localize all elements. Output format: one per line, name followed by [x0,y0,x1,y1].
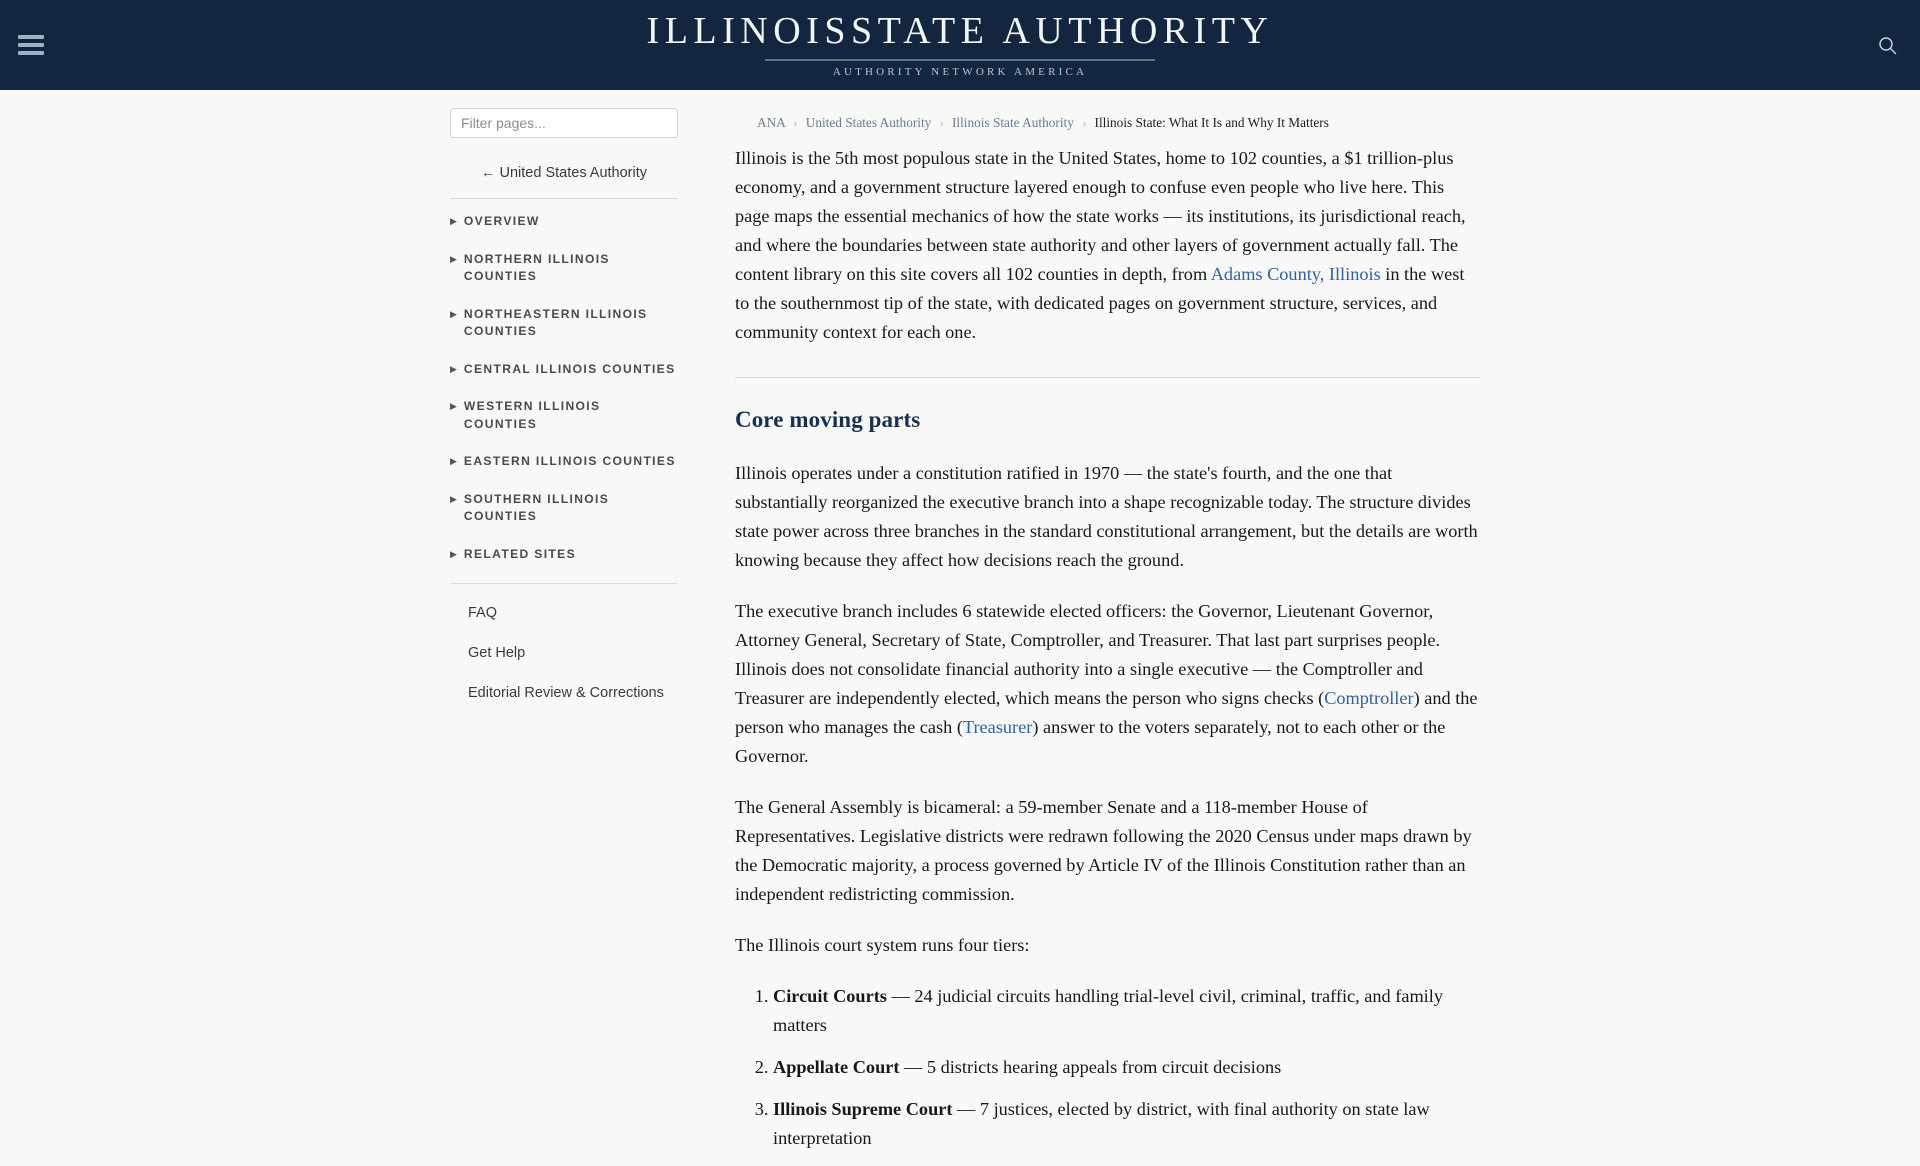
breadcrumb-item-ana[interactable]: ANA [757,115,786,130]
filter-pages-input[interactable] [450,108,678,138]
chevron-right-icon: ▶ [450,456,457,466]
breadcrumb-item-united-states-authority[interactable]: United States Authority [805,115,932,130]
site-brand[interactable] [647,12,1274,78]
hamburger-icon[interactable] [14,32,48,58]
sidebar-section-central-illinois-counties[interactable] [450,361,678,379]
executive-text-1: The executive branch includes 6 statewide elected officers: the Governor, Lieutenant Governor, Attorney General, Secretary of State, Comptroller, and Treasurer. That last part surprises people. Illinois does not consolidate financial authority into a single executive — the Comptroller and Treasurer are independently elected, which means the person who signs checks ( [735,600,1441,708]
hamburger-bar [18,35,44,39]
intro-text-before: Illinois is the 5th most populous state in the United States, home to 102 counties, a $1 trillion-plus economy, and a government structure layered enough to confuse even people who live here. This page maps the essential mechanics of how the state works — its institutions, its jurisdictional reach, and where the boundaries between state authority and other layers of government actually fall. The content library on this site covers all 102 counties in depth, from [735,147,1466,284]
brand-divider [765,59,1155,61]
breadcrumb-separator: › [1082,116,1087,130]
court-tier-desc: — 7 justices, elected by district, with final authority on state law interpretation [773,1098,1430,1148]
sidebar-section-northeastern-illinois-counties[interactable] [450,306,678,341]
chevron-right-icon: ▶ [450,401,457,411]
intro-paragraph [735,144,1480,347]
sidebar-divider-bottom [450,583,678,584]
adams-county-link[interactable]: Adams County, Illinois [1210,263,1381,284]
chevron-right-icon: ▶ [450,548,457,559]
sidebar-section-related-sites[interactable] [450,546,678,564]
breadcrumb-separator: › [939,116,944,130]
hamburger-bar [18,43,44,47]
hamburger-bar [18,51,44,55]
court-tier-desc: — 24 judicial circuits handling trial-level civil, criminal, traffic, and family matters [773,985,1443,1035]
constitution-paragraph: Illinois operates under a constitution ratified in 1970 — the state's fourth, and the one that substantially reorganized the executive branch into a shape recognizable today. The structure divides state power across three branches in the standard constitutional arrangement, but the details are worth knowing because they affect how decisions reach the ground. [735,462,1478,570]
court-tiers-list [735,982,1480,1153]
chevron-right-icon: ▶ [450,253,457,264]
executive-text-2: ) and the person who manages the cash ( [735,687,1478,737]
court-tier-name: Appellate Court [773,1056,900,1077]
sidebar-section-label: WESTERN ILLINOIS COUNTIES [463,399,601,431]
site-header [0,0,1920,90]
site-subtitle: AUTHORITY NETWORK AMERICA [832,66,1088,78]
breadcrumb [757,114,1480,133]
chevron-right-icon: ▶ [450,493,457,504]
sidebar-link-get-help[interactable]: Get Help [468,645,526,661]
general-assembly-paragraph: The General Assembly is bicameral: a 59-member Senate and a 118-member House of Representatives. Legislative districts were redrawn following the 2020 Census under maps drawn by the Democratic majority, a process governed by Article IV of the Illinois Constitution rather than an independent redistricting commission. [735,796,1472,904]
breadcrumb-item-illinois-state-authority[interactable]: Illinois State Authority [951,115,1074,130]
sidebar-section-label: EASTERN ILLINOIS COUNTIES [463,454,676,468]
sidebar-section-label: NORTHEASTERN ILLINOIS COUNTIES [463,306,648,338]
list-item [773,1053,1480,1082]
executive-text-3: ) answer to the voters separately, not to each other or the Governor. [735,716,1446,766]
court-tier-name: Circuit Courts [773,985,887,1006]
sidebar-section-label: SOUTHERN ILLINOIS COUNTIES [463,491,610,523]
search-icon[interactable] [1872,30,1902,60]
court-system-lead: The Illinois court system runs four tiers: [735,934,1030,955]
sidebar-section-eastern-illinois-counties[interactable] [450,453,678,471]
main-content [735,108,1480,1166]
section-heading-core-moving-parts: Core moving parts [735,406,921,432]
sidebar-link-faq[interactable]: FAQ [468,605,498,621]
breadcrumb-separator: › [793,116,798,130]
list-item [773,982,1480,1040]
chevron-right-icon: ▶ [450,308,457,319]
sidebar-section-western-illinois-counties[interactable] [450,398,678,433]
chevron-right-icon: ▶ [450,216,457,226]
sidebar-section-label: NORTHERN ILLINOIS COUNTIES [463,251,610,283]
executive-branch-paragraph [735,597,1480,771]
list-item [773,1095,1480,1153]
sidebar-section-label: OVERVIEW [463,214,540,228]
treasurer-link[interactable]: Treasurer [962,716,1033,737]
comptroller-link[interactable]: Comptroller [1324,687,1414,708]
sidebar [450,108,678,724]
site-title: ILLINOISSTATE AUTHORITY [646,10,1274,52]
intro-text-after: in the west to the southernmost tip of the state, with dedicated pages on government structure, services, and community context for each one. [735,263,1465,342]
chevron-right-icon: ▶ [450,363,457,374]
court-tier-desc: — 5 districts hearing appeals from circuit decisions [899,1056,1282,1077]
sidebar-section-label: RELATED SITES [463,546,576,561]
back-to-parent-link[interactable]: ← United States Authority [480,165,648,181]
sidebar-link-editorial-review[interactable]: Editorial Review & Corrections [468,685,664,701]
sidebar-section-northern-illinois-counties[interactable] [450,251,678,286]
sidebar-section-overview[interactable] [450,213,678,231]
section-divider [735,377,1480,378]
sidebar-section-label: CENTRAL ILLINOIS COUNTIES [463,361,676,376]
breadcrumb-current-page: Illinois State: What It Is and Why It Matters [1094,115,1329,130]
sidebar-divider-top [450,198,678,199]
page-body [0,90,1920,1166]
court-tier-name: Illinois Supreme Court [773,1098,953,1119]
sidebar-section-southern-illinois-counties[interactable] [450,491,678,526]
